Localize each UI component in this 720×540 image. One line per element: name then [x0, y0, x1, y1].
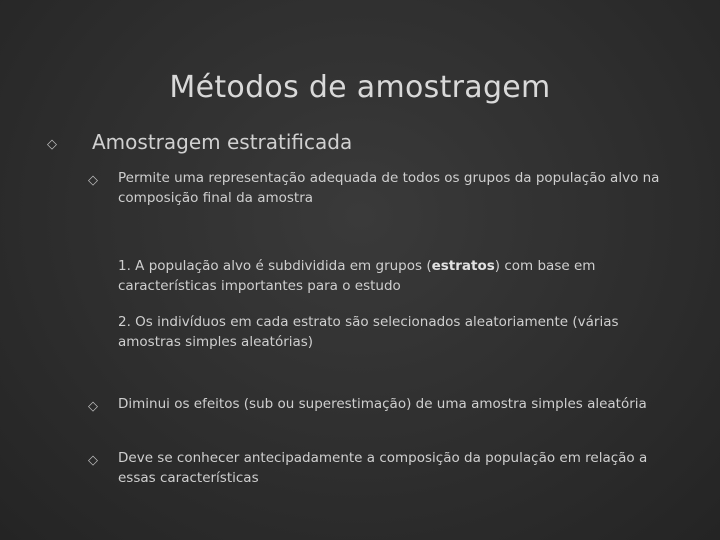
bullet-item: Deve se conhecer antecipadamente a composição da população em relação a essas características: [118, 450, 648, 486]
diamond-bullet-icon: ◇: [88, 173, 98, 188]
step-text-after: ) com base em características importantes para o estudo: [118, 258, 596, 294]
diamond-bullet-icon: ◇: [88, 453, 98, 468]
bullet-item: Permite uma representação adequada de todos os grupos da população alvo na composição final da amostra: [118, 170, 660, 206]
slide-title: Métodos de amostragem: [169, 70, 551, 105]
step-item: [118, 256, 678, 296]
step-term-strata: estratos: [431, 258, 495, 274]
section-heading: Amostragem estratificada: [92, 130, 353, 154]
step-item: 2. Os indivíduos em cada estrato são selecionados aleatoriamente (várias amostras simples aleatórias): [118, 314, 619, 350]
bullet-item: Diminui os efeitos (sub ou superestimação) de uma amostra simples aleatória: [118, 396, 647, 412]
diamond-bullet-icon: ◇: [88, 399, 98, 414]
diamond-bullet-icon: ◇: [47, 137, 57, 152]
step-text-before: 1. A população alvo é subdividida em grupos (: [118, 258, 432, 274]
